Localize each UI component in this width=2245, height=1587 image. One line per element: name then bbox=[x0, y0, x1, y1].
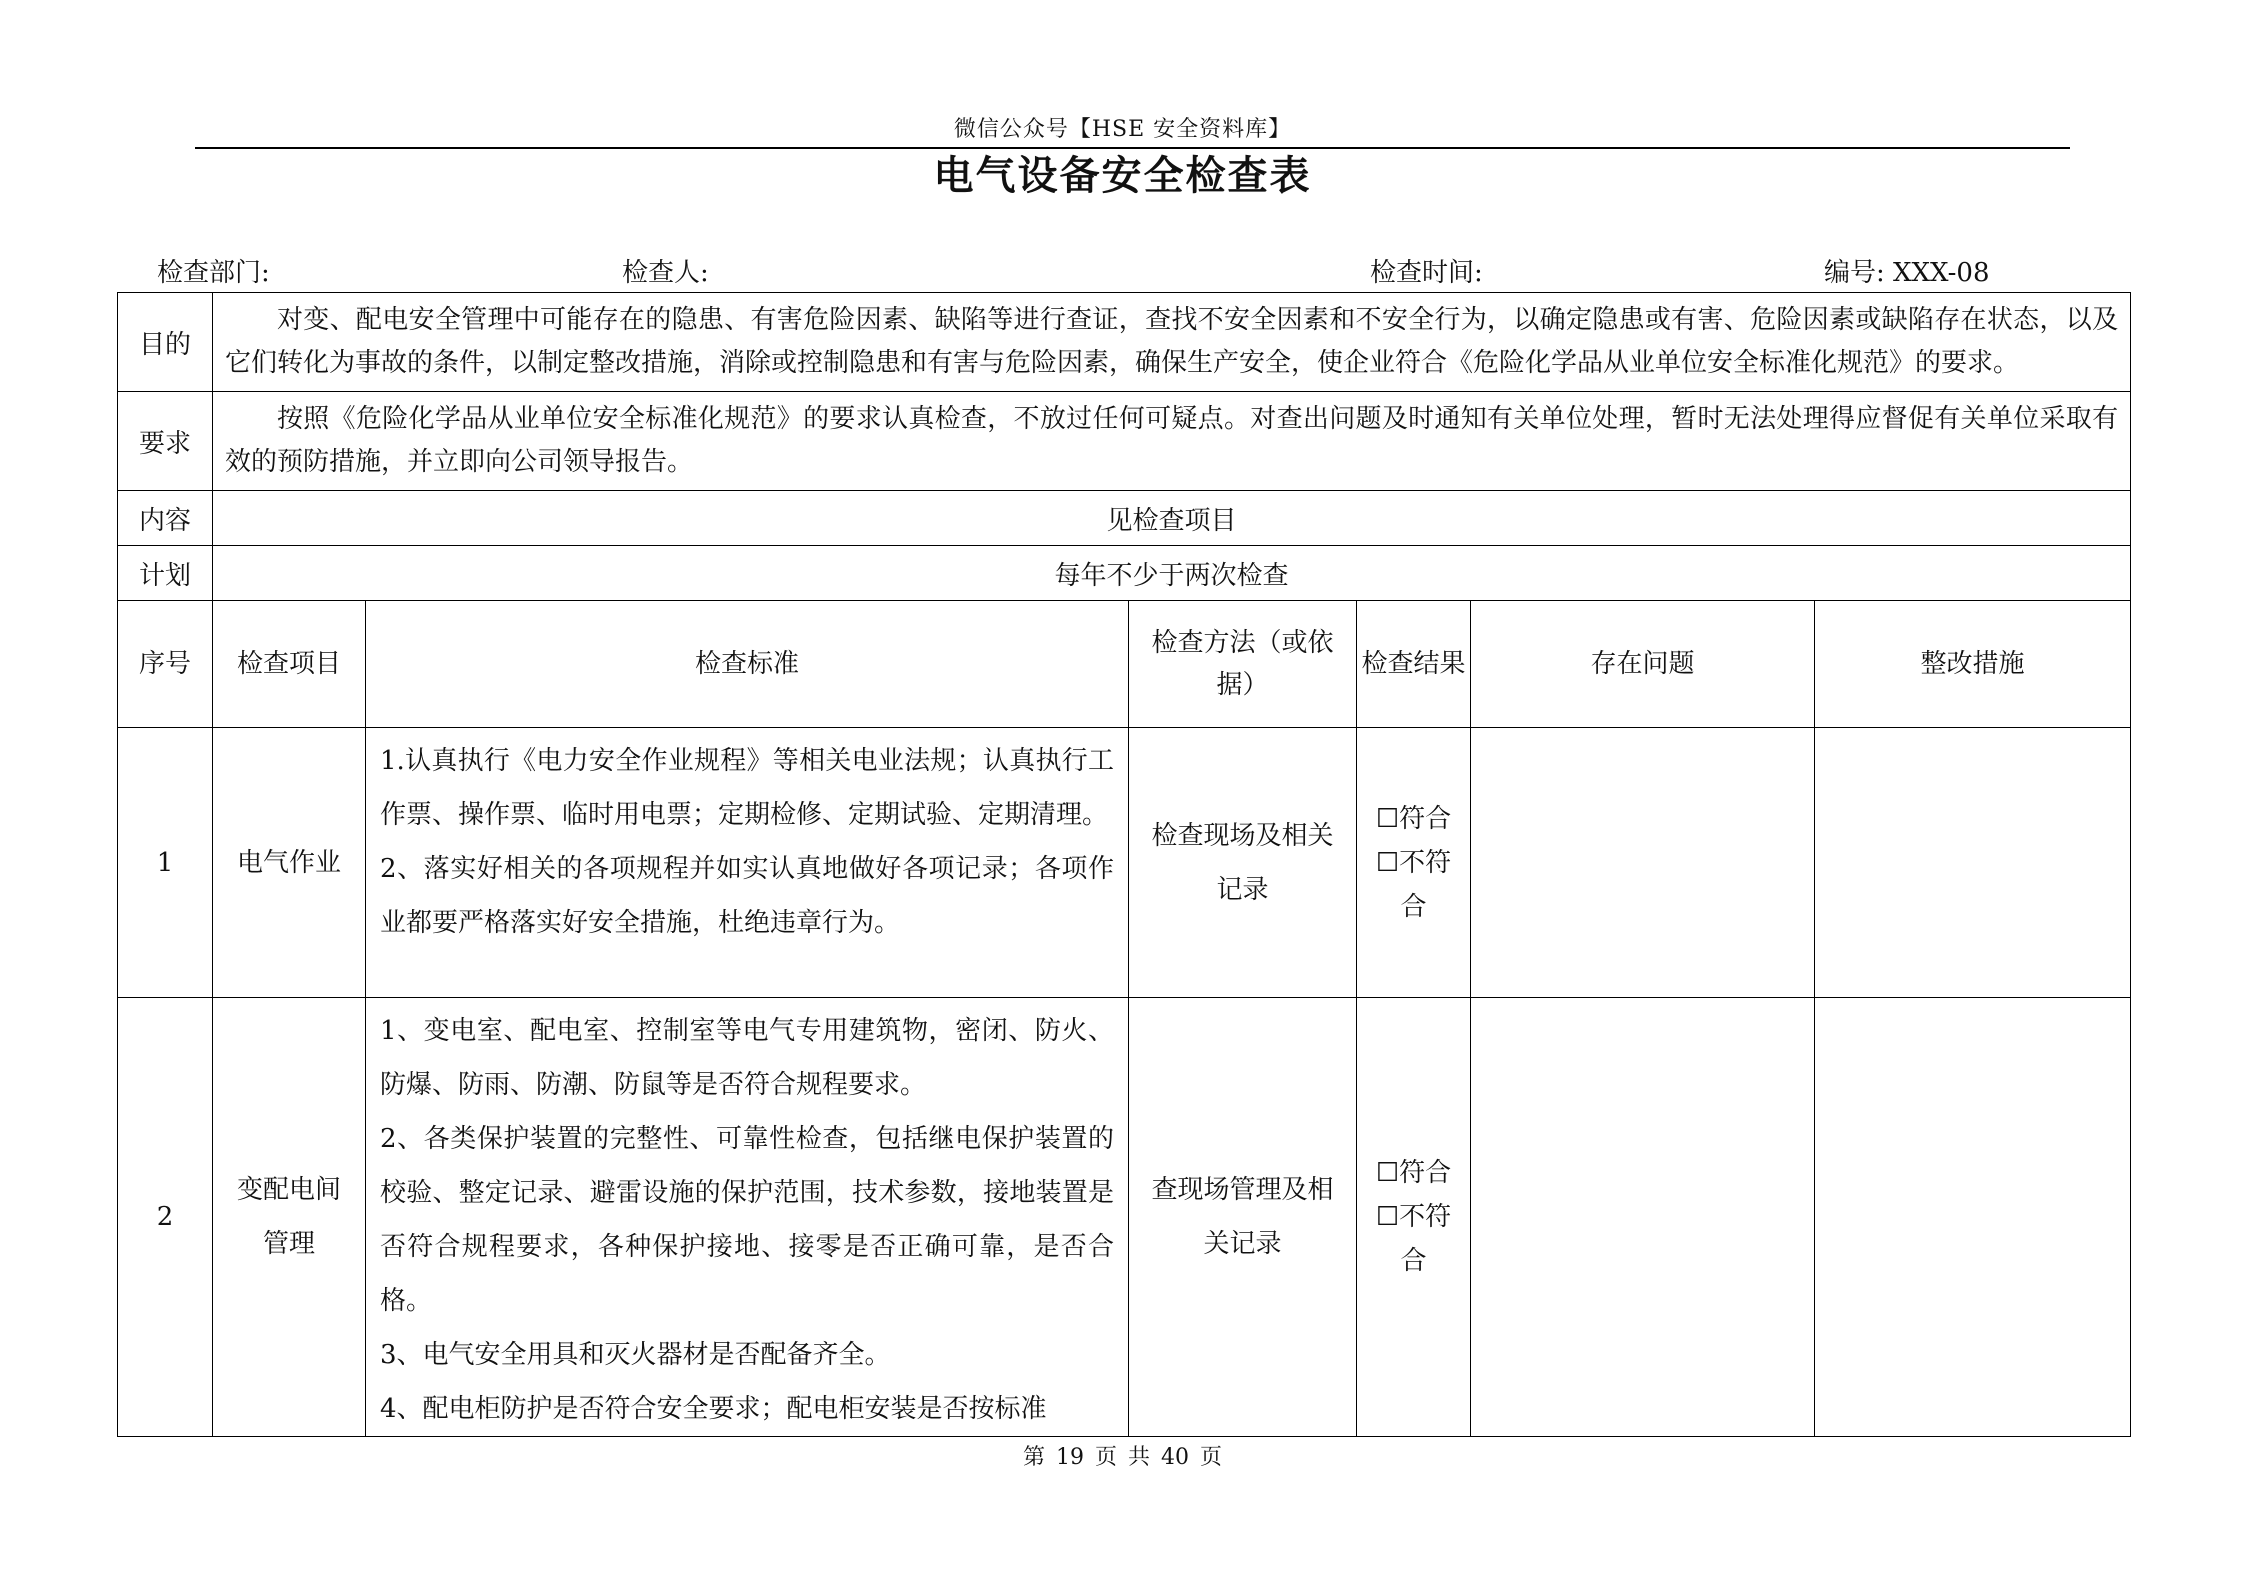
result-fail-checkbox[interactable]: ☐不符合 bbox=[1375, 1202, 1452, 1276]
standard-line: 4、配电柜防护是否符合安全要求；配电柜安装是否按标准 bbox=[380, 1394, 1047, 1424]
row-no: 1 bbox=[118, 728, 213, 998]
col-result: 检查结果 bbox=[1357, 601, 1471, 728]
table-row bbox=[118, 998, 2131, 1437]
row-method: 查现场管理及相关记录 bbox=[1129, 998, 1357, 1437]
standard-line: 1.认真执行《电力安全作业规程》等相关电业法规；认真执行工作票、操作票、临时用电票；定期检修、定期试验、定期清理。 bbox=[380, 746, 1114, 830]
inspector-label: 检查人: bbox=[622, 258, 709, 288]
col-item: 检查项目 bbox=[213, 601, 366, 728]
row-item: 电气作业 bbox=[213, 728, 366, 998]
row-method: 检查现场及相关记录 bbox=[1129, 728, 1357, 998]
standard-line: 1、变电室、配电室、控制室等电气专用建筑物，密闭、防火、防爆、防雨、防潮、防鼠等是否符合规程要求。 bbox=[380, 1016, 1114, 1100]
column-header-row bbox=[118, 601, 2131, 728]
standard-line: 2、落实好相关的各项规程并如实认真地做好各项记录；各项作业都要严格落实好安全措施，杜绝违章行为。 bbox=[380, 854, 1114, 938]
content-label: 内容 bbox=[118, 491, 213, 546]
row-standard bbox=[366, 998, 1129, 1437]
row-no: 2 bbox=[118, 998, 213, 1437]
row-issue[interactable] bbox=[1471, 728, 1815, 998]
plan-label: 计划 bbox=[118, 546, 213, 601]
standard-line: 2、各类保护装置的完整性、可靠性检查，包括继电保护装置的校验、整定记录、避雷设施的保护范围，技术参数，接地装置是否符合规程要求，各种保护接地、接零是否正确可靠，是否合格。 bbox=[380, 1124, 1114, 1316]
row-action[interactable] bbox=[1815, 728, 2131, 998]
code-label: 编号: XXX-08 bbox=[1824, 258, 1990, 288]
inspection-table bbox=[117, 292, 2131, 1437]
content-row bbox=[118, 491, 2131, 546]
row-result bbox=[1357, 998, 1471, 1437]
result-pass-checkbox[interactable]: ☐符合 bbox=[1375, 1158, 1452, 1188]
col-no: 序号 bbox=[118, 601, 213, 728]
requirement-row bbox=[118, 392, 2131, 491]
page-title: 电气设备安全检查表 bbox=[933, 152, 1312, 199]
content-text: 见检查项目 bbox=[213, 491, 2131, 546]
result-fail-checkbox[interactable]: ☐不符合 bbox=[1375, 847, 1452, 922]
table-row bbox=[118, 728, 2131, 998]
row-action[interactable] bbox=[1815, 998, 2131, 1437]
dept-label: 检查部门: bbox=[157, 258, 270, 288]
plan-text: 每年不少于两次检查 bbox=[213, 546, 2131, 601]
requirement-text: 按照《危险化学品从业单位安全标准化规范》的要求认真检查，不放过任何可疑点。对查出问题及时通知有关单位处理，暂时无法处理得应督促有关单位采取有效的预防措施，并立即向公司领导报告。 bbox=[213, 392, 2131, 491]
page-number: 第 19 页 共 40 页 bbox=[1023, 1445, 1222, 1470]
col-action: 整改措施 bbox=[1815, 601, 2131, 728]
purpose-text: 对变、配电安全管理中可能存在的隐患、有害危险因素、缺陷等进行查证，查找不安全因素和不安全行为，以确定隐患或有害、危险因素或缺陷存在状态，以及它们转化为事故的条件，以制定整改措施，消除或控制隐患和有害与危险因素，确保生产安全，使企业符合《危险化学品从业单位安全标准化规范》的要求。 bbox=[213, 293, 2131, 392]
purpose-row bbox=[118, 293, 2131, 392]
time-label: 检查时间: bbox=[1370, 258, 1483, 288]
plan-row bbox=[118, 546, 2131, 601]
purpose-label: 目的 bbox=[118, 293, 213, 392]
standard-line: 3、电气安全用具和灭火器材是否配备齐全。 bbox=[380, 1340, 891, 1370]
row-issue[interactable] bbox=[1471, 998, 1815, 1437]
col-standard: 检查标准 bbox=[366, 601, 1129, 728]
row-standard bbox=[366, 728, 1129, 998]
requirement-label: 要求 bbox=[118, 392, 213, 491]
col-issue: 存在问题 bbox=[1471, 601, 1815, 728]
result-pass-checkbox[interactable]: ☐符合 bbox=[1375, 803, 1452, 834]
row-result bbox=[1357, 728, 1471, 998]
header-source: 微信公众号【HSE 安全资料库】 bbox=[953, 117, 1292, 142]
row-item: 变配电间管理 bbox=[213, 998, 366, 1437]
col-method: 检查方法（或依据） bbox=[1129, 601, 1357, 728]
